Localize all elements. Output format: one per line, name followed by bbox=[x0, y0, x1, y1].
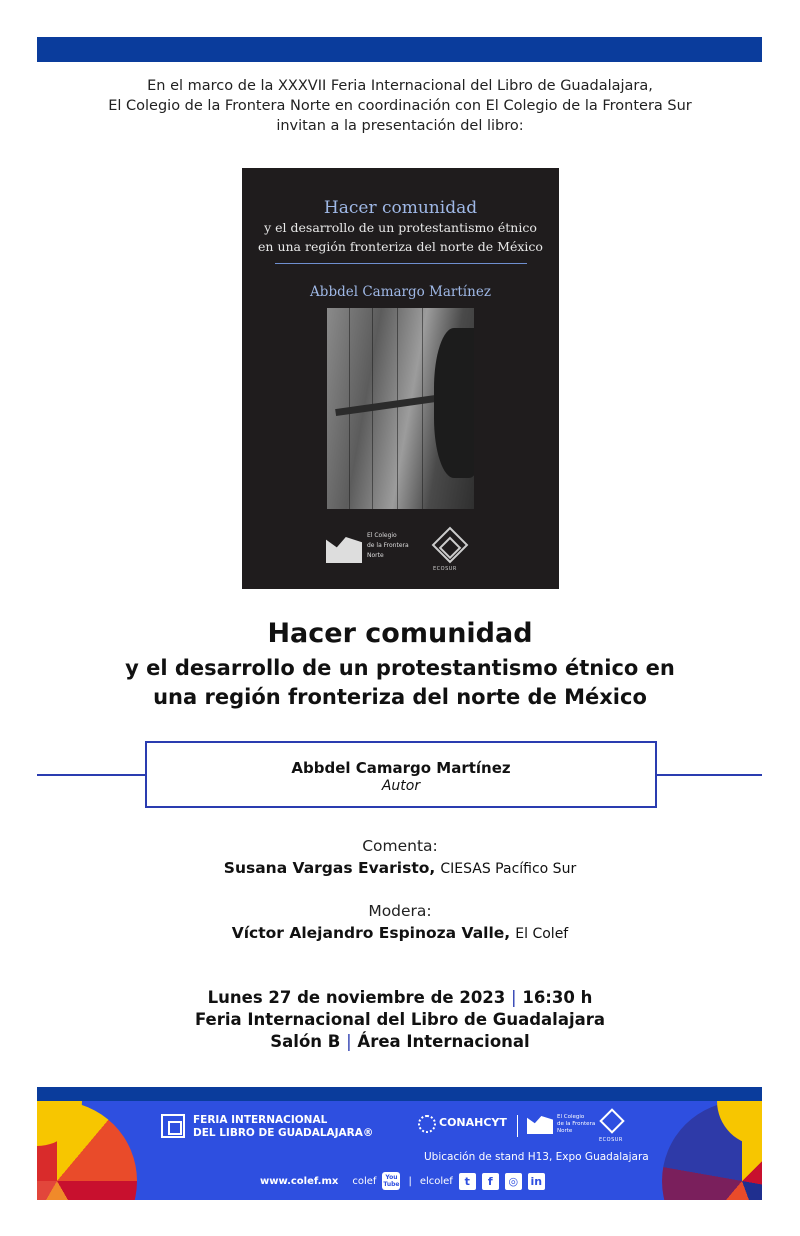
cover-subtitle: en una región fronteriza del norte de México bbox=[258, 239, 543, 254]
ecosur-logo-icon bbox=[599, 1108, 624, 1133]
moderator-name: Víctor Alejandro Espinoza Valle, bbox=[231, 924, 511, 942]
commentator-section bbox=[0, 837, 800, 877]
separator: | bbox=[346, 1032, 352, 1051]
event-details bbox=[0, 987, 800, 1053]
social-links bbox=[260, 1170, 551, 1192]
commentator-affiliation: CIESAS Pacífico Sur bbox=[440, 861, 577, 877]
intro-line: En el marco de la XXXVII Feria Internacional del Libro de Guadalajara, bbox=[147, 78, 653, 94]
author-box bbox=[145, 741, 657, 808]
author-rule-left bbox=[37, 774, 145, 776]
author-name: Abbdel Camargo Martínez bbox=[291, 759, 511, 777]
stand-location: Ubicación de stand H13, Expo Guadalajara bbox=[424, 1151, 649, 1163]
conahcyt-logo-text: CONAHCYT bbox=[439, 1116, 507, 1129]
conahcyt-logo-icon bbox=[418, 1115, 436, 1133]
fil-logo-text: FERIA INTERNACIONAL DEL LIBRO DE GUADALAJARA® bbox=[193, 1114, 374, 1139]
ecosur-logo-text: ECOSUR bbox=[433, 566, 457, 572]
separator: | bbox=[511, 988, 517, 1007]
event-venue: Feria Internacional del Libro de Guadalajara bbox=[194, 1010, 606, 1029]
book-cover bbox=[242, 168, 559, 589]
cover-divider bbox=[275, 263, 527, 264]
commentator-label: Comenta: bbox=[362, 837, 438, 855]
moderator-affiliation: El Colef bbox=[515, 926, 569, 942]
book-subtitle-line: y el desarrollo de un protestantismo étnico en bbox=[125, 656, 675, 680]
cover-author: Abbdel Camargo Martínez bbox=[310, 284, 491, 300]
commentator-name: Susana Vargas Evaristo, bbox=[223, 859, 436, 877]
cover-title: Hacer comunidad bbox=[323, 198, 478, 218]
footer-banner bbox=[37, 1087, 762, 1200]
event-area: Área Internacional bbox=[357, 1032, 530, 1051]
instagram-icon[interactable]: ◎ bbox=[505, 1173, 522, 1190]
footer-top-bar bbox=[37, 1087, 762, 1101]
linkedin-icon[interactable]: in bbox=[528, 1173, 545, 1190]
author-rule-right bbox=[657, 774, 762, 776]
handle-colef: colef bbox=[352, 1175, 377, 1187]
intro-line: El Colegio de la Frontera Norte en coordinación con El Colegio de la Frontera Sur bbox=[108, 98, 692, 114]
youtube-icon[interactable]: You Tube bbox=[383, 1174, 400, 1188]
author-role: Autor bbox=[381, 778, 421, 794]
moderator-label: Modera: bbox=[368, 902, 432, 920]
book-subtitle-line: una región fronteriza del norte de México bbox=[153, 685, 647, 709]
colef-logo-text: El Colegio de la Frontera Norte bbox=[557, 1114, 596, 1134]
colef-logo-text: El Colegio de la Frontera Norte bbox=[367, 532, 409, 559]
event-date: Lunes 27 de noviembre de 2023 bbox=[207, 988, 506, 1007]
twitter-icon[interactable]: t bbox=[459, 1173, 476, 1190]
fil-logo-icon bbox=[161, 1114, 185, 1138]
colef-logo-icon bbox=[527, 1116, 553, 1134]
book-title: Hacer comunidad bbox=[267, 618, 533, 649]
intro-text bbox=[0, 76, 800, 136]
event-time: 16:30 h bbox=[522, 988, 593, 1007]
logo-divider bbox=[517, 1115, 518, 1137]
book-subtitle bbox=[0, 654, 800, 712]
facebook-icon[interactable]: f bbox=[482, 1173, 499, 1190]
ecosur-logo bbox=[432, 527, 469, 564]
ecosur-logo-text: ECOSUR bbox=[599, 1137, 623, 1143]
top-banner-bar bbox=[37, 37, 762, 62]
cover-subtitle: y el desarrollo de un protestantismo étnico bbox=[264, 220, 537, 235]
cover-photo bbox=[327, 308, 474, 509]
intro-line: invitan a la presentación del libro: bbox=[276, 118, 524, 134]
handle-elcolef: elcolef bbox=[419, 1175, 453, 1187]
moderator-section bbox=[0, 902, 800, 942]
separator: | bbox=[408, 1175, 412, 1187]
event-room: Salón B bbox=[270, 1032, 341, 1051]
website-link[interactable]: www.colef.mx bbox=[260, 1175, 339, 1187]
colef-logo bbox=[326, 537, 362, 563]
